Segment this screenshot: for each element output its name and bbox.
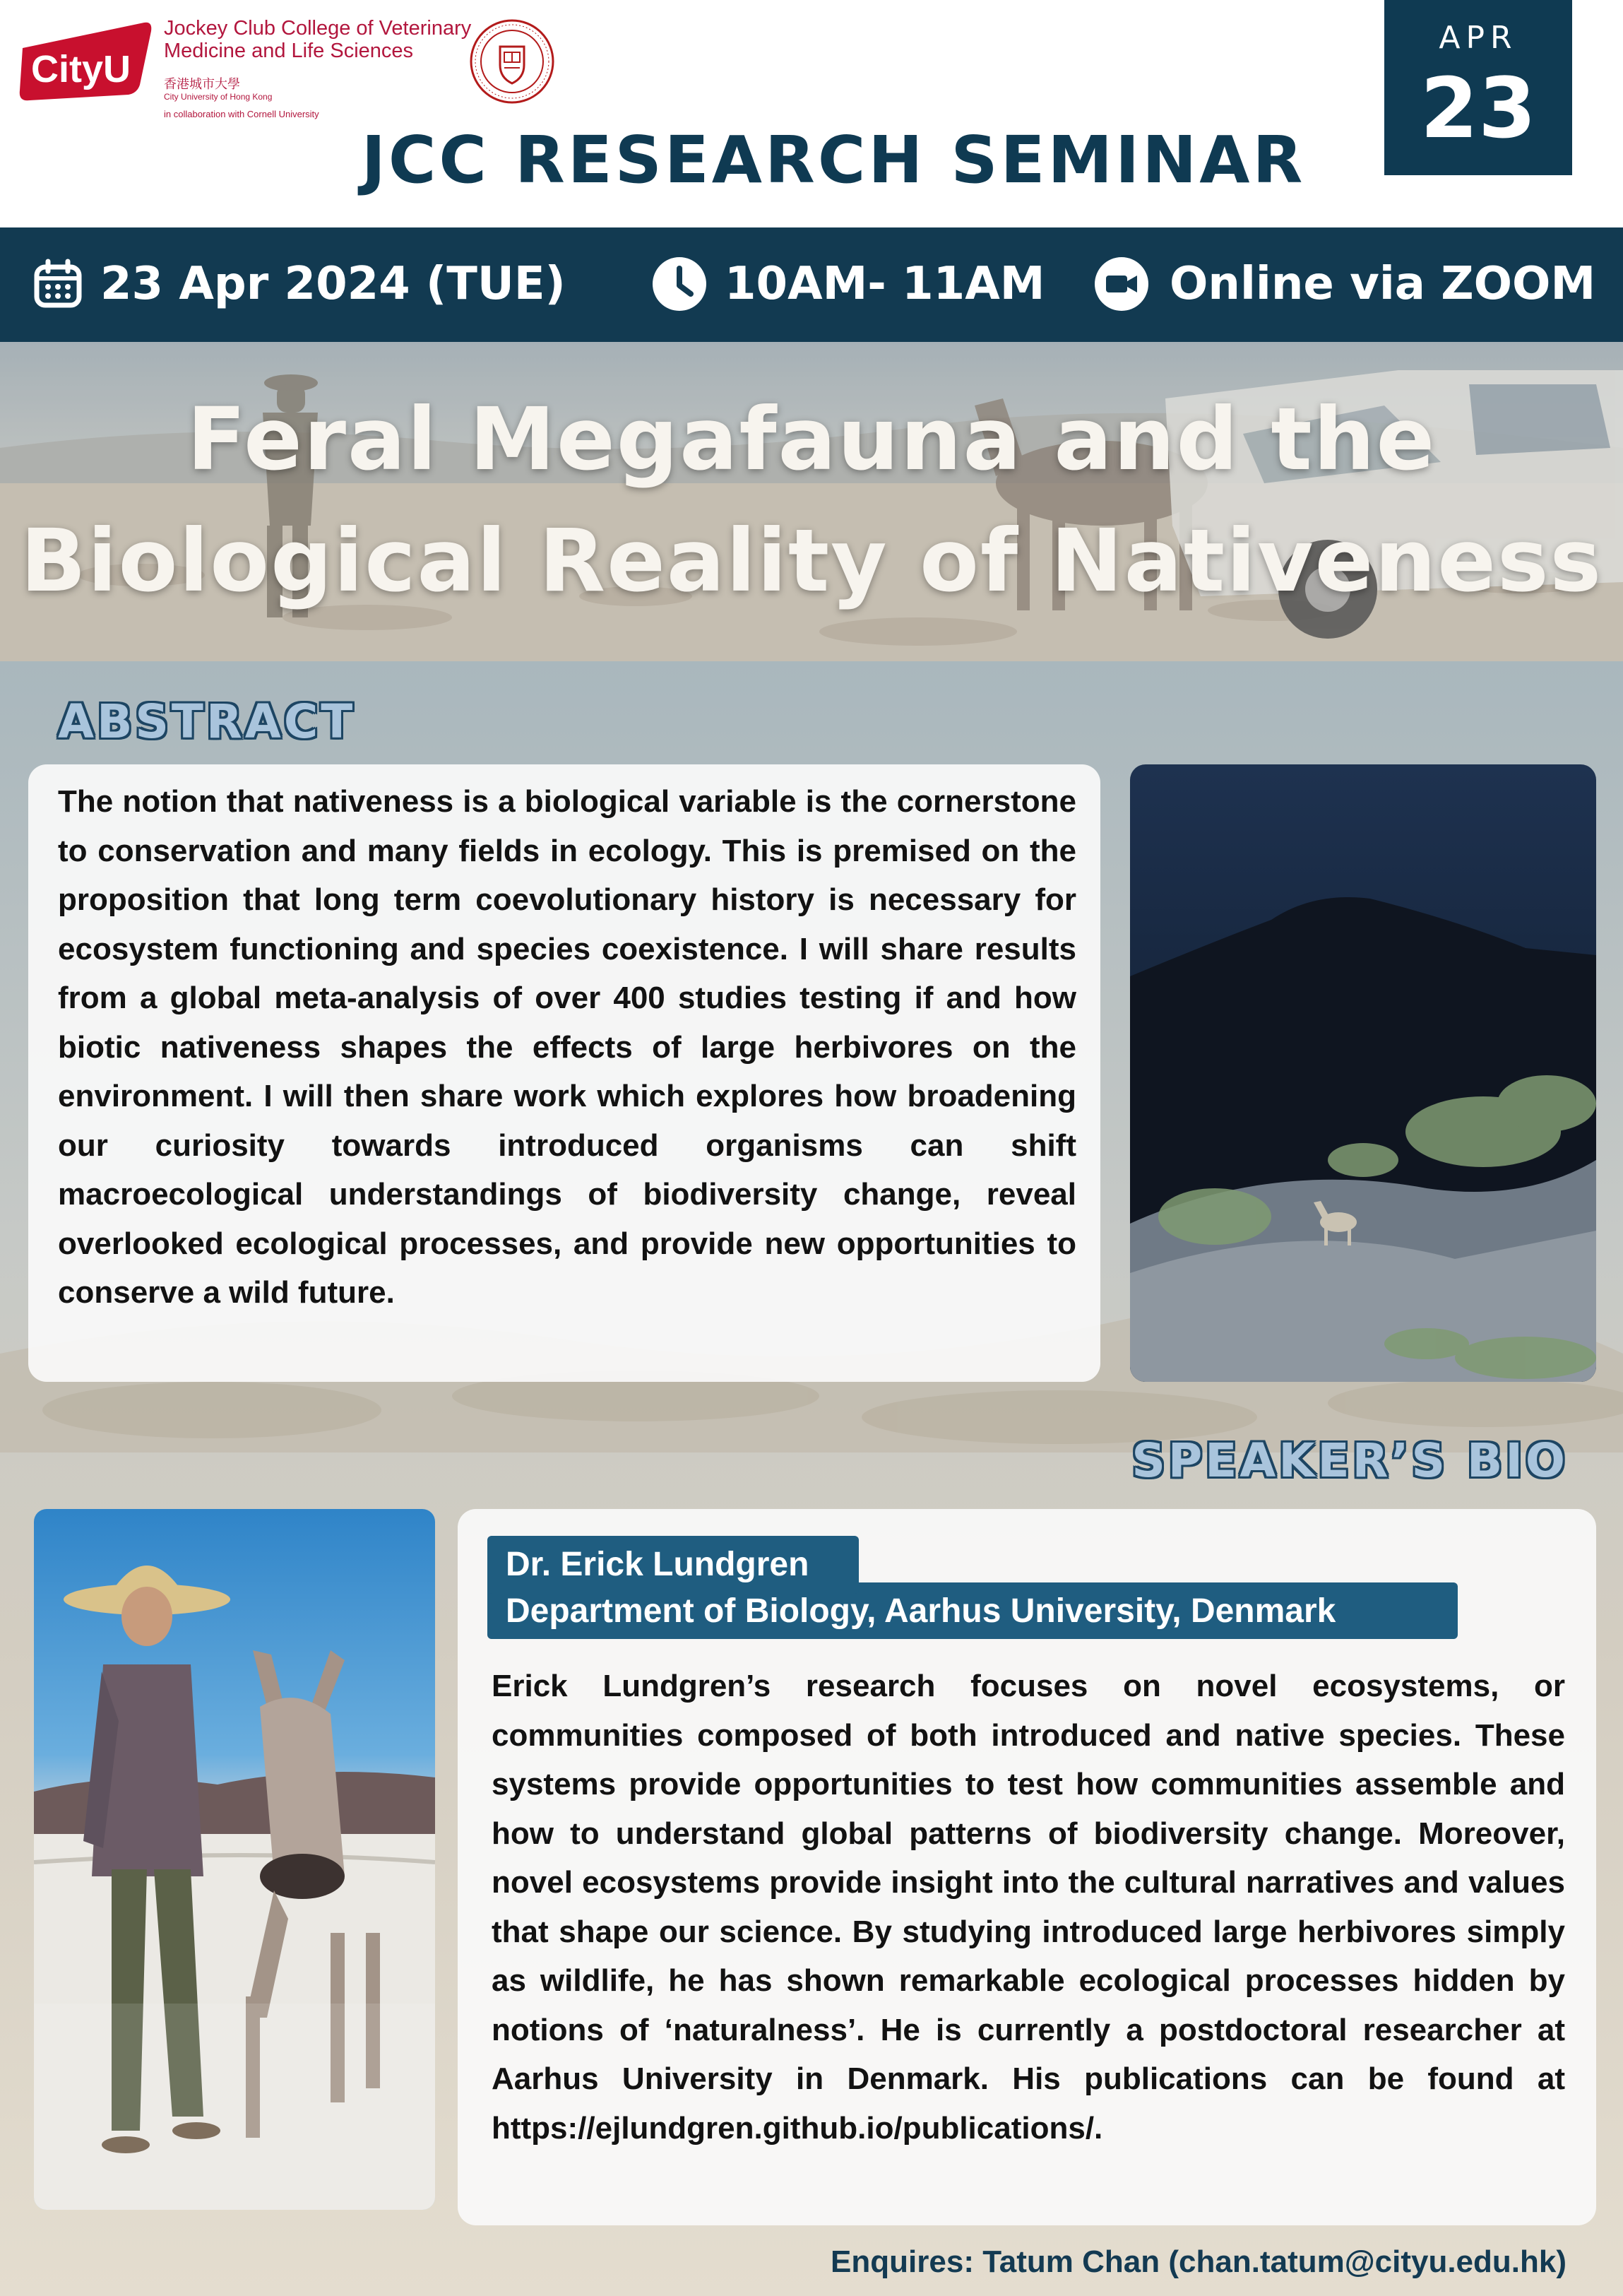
college-name-line1: Jockey Club College of Veterinary xyxy=(164,17,472,40)
seminar-title: JCC RESEARCH SEMINAR xyxy=(361,122,1306,198)
college-name-line2: Medicine and Life Sciences xyxy=(164,40,414,62)
speaker-name: Dr. Erick Lundgren xyxy=(506,1546,809,1583)
event-venue: Online via ZOOM xyxy=(1170,258,1596,310)
college-english-name: City University of Hong Kong xyxy=(164,92,273,102)
event-date: 23 Apr 2024 (TUE) xyxy=(100,258,566,310)
badge-month: APR xyxy=(1439,20,1518,56)
cityu-logo xyxy=(16,20,155,103)
hero-banner xyxy=(0,342,1623,661)
calendar-icon xyxy=(30,256,86,312)
enquiries-contact: Enquires: Tatum Chan (chan.tatum@cityu.edu.hk) xyxy=(831,2244,1566,2279)
event-time: 10AM- 11AM xyxy=(725,258,1045,310)
video-camera-icon xyxy=(1093,256,1150,312)
abstract-heading: ABSTRACT xyxy=(58,694,356,749)
talk-title-line1: Feral Megafauna and the xyxy=(186,389,1437,490)
talk-title-line2: Biological Reality of Nativeness xyxy=(20,511,1603,611)
college-collaboration: in collaboration with Cornell University xyxy=(164,109,319,119)
talk-title xyxy=(0,379,1623,622)
bio-text: Erick Lundgren’s research focuses on novel ecosystems, or communities composed of both introduced and native species. These systems provide opportunities to test how communities assemble and how to understand global patterns of biodiversity change. Moreover, novel ecosystems provide insight into the cultural narratives and values that shape our science. By studying introduced large herbivores simply as wildlife, he has shown remarkable ecological processes hidden by notions of ‘naturalness’. He is currently a postdoctoral researcher at Aarhus University in Denmark. His publications can be found at https://ejlundgren.github.io/publications/. xyxy=(492,1669,1565,2146)
speaker-portrait-image xyxy=(34,1509,435,2210)
badge-day: 23 xyxy=(1420,59,1537,157)
speaker-department: Department of Biology, Aarhus University, Denmark xyxy=(506,1592,1336,1630)
bio-heading: SPEAKER’S BIO xyxy=(1131,1433,1568,1488)
info-bar xyxy=(0,227,1623,342)
night-desert-image xyxy=(1130,764,1596,1382)
college-name xyxy=(164,17,471,62)
abstract-text: The notion that nativeness is a biological variable is the cornerstone to conservation and many fields in ecology. This is premised on the proposition that long term coevolutionary history is necessary for ecosystem functioning and species coexistence. I will share results from a global meta-analysis of over 400 studies testing if and how biotic nativeness shapes the effects of large herbivores on the environment. I will then share work which explores how broadening our curiosity towards introduced organisms can shift macroecological understandings of biodiversity change, reveal overlooked ecological processes, and provide new opportunities to conserve a wild future. xyxy=(58,784,1076,1310)
cityu-wordmark: CityU xyxy=(31,48,131,90)
date-badge xyxy=(1384,0,1572,175)
speaker-photo xyxy=(34,1509,435,2210)
clock-icon xyxy=(651,256,708,312)
college-chinese-name: 香港城市大學 xyxy=(164,77,240,92)
night-desert-photo xyxy=(1130,764,1596,1382)
cornell-seal-icon xyxy=(469,18,555,105)
